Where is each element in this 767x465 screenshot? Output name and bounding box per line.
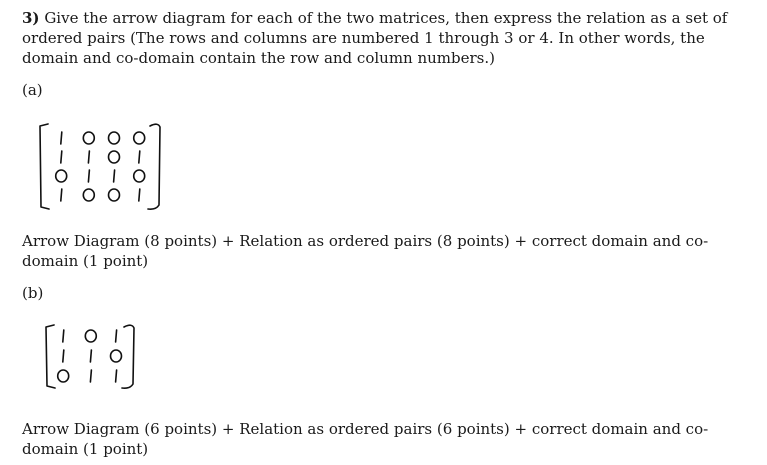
matrix-right-bracket xyxy=(148,124,160,209)
part-a-points: Arrow Diagram (8 points) + Relation as ordered pairs (8 points) + correct domain and co-domain (1 point) xyxy=(22,232,709,270)
matrix-entry xyxy=(58,370,69,382)
matrix-entry xyxy=(134,132,145,144)
matrix-entry xyxy=(139,151,140,163)
matrix-entry xyxy=(111,350,122,362)
part-a-label: (a) xyxy=(22,81,43,99)
matrix-entry xyxy=(61,132,62,144)
part-b-label: (b) xyxy=(22,284,44,302)
matrix-entry xyxy=(61,151,62,163)
matrix-entry xyxy=(56,170,67,182)
matrix-entry xyxy=(134,170,145,182)
problem-number: 3) xyxy=(22,9,40,27)
problem-text: Give the arrow diagram for each of the two matrices, then express the relation as a set of ordered pairs (The rows and columns are numbered 1 through 3 or 4. In other words, the domain and co-domain contain the row and column numbers.) xyxy=(22,9,728,67)
matrix-a-handwritten xyxy=(30,118,180,210)
matrix-entry xyxy=(88,170,89,182)
matrix-right-bracket xyxy=(122,325,134,388)
matrix-entry xyxy=(90,350,91,362)
matrix-entry xyxy=(114,170,115,182)
matrix-left-bracket xyxy=(40,124,49,209)
matrix-entry xyxy=(61,189,62,201)
matrix-entry xyxy=(90,370,91,382)
matrix-entry xyxy=(83,189,94,201)
matrix-entry xyxy=(63,330,64,342)
matrix-entry xyxy=(109,189,120,201)
matrix-entry xyxy=(88,151,89,163)
matrix-entry xyxy=(85,330,96,342)
problem-statement xyxy=(22,8,747,68)
matrix-entry xyxy=(139,189,140,201)
matrix-entry xyxy=(116,330,117,342)
matrix-left-bracket xyxy=(46,325,55,388)
matrix-entry xyxy=(109,151,120,163)
matrix-entry xyxy=(109,132,120,144)
matrix-entry xyxy=(116,370,117,382)
matrix-entry xyxy=(63,350,64,362)
matrix-entry xyxy=(83,132,94,144)
matrix-b-handwritten xyxy=(42,320,157,395)
part-b-points: Arrow Diagram (6 points) + Relation as ordered pairs (6 points) + correct domain and co-domain (1 point) xyxy=(22,420,709,458)
